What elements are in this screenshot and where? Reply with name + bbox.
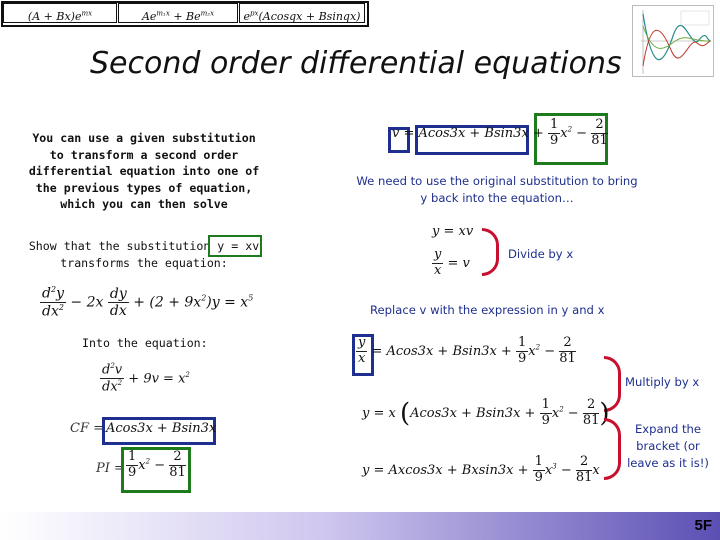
formula-box-distinct-roots: $Ae^{m_1x} + Be^{m_2x}$	[118, 3, 238, 23]
substitution-highlight-box	[208, 235, 262, 257]
pi-label: PI =	[96, 461, 125, 476]
expand-label: Expand the bracket (or leave as it is!)	[627, 422, 709, 470]
divide-brace	[482, 228, 499, 276]
slide-number: 5F	[694, 517, 712, 534]
formula-box-complex-roots: $e^{px}(Acosqx$ + Bsinqx)	[239, 3, 365, 23]
y-over-x-expression: $\frac{y}{x}$ = Acos3x + Bsin3x + $\frac{1}{9}$ $x^2$ − $\frac{2}{81}$	[358, 335, 576, 366]
show-text: Show that the substitution y = xv transforms the equation:	[28, 239, 260, 270]
cf-expression: Acos3x + Bsin3x	[106, 421, 217, 436]
transformed-equation: $\frac{d^2v}{dx^2}$ + $9v = x^2$	[102, 362, 190, 395]
pi-expression: $\frac{1}{9}$ $x^2$ − $\frac{2}{81}$	[128, 449, 186, 480]
multiply-label: Multiply by x	[625, 375, 700, 389]
y-over-x-equation: $\frac{y}{x}$ = v	[434, 247, 470, 278]
intro-text: You can use a given substitution to transform a second order differential equation into one of the previous types of equation, which you can then solve	[28, 131, 260, 211]
formula-box-repeated-roots: $(A + Bx)e^{mx}$	[3, 3, 117, 23]
expand-brace	[604, 418, 621, 480]
cf-label: CF =	[70, 421, 104, 436]
substitution-equation: y = xv	[432, 224, 474, 239]
into-text: Into the equation:	[82, 336, 208, 350]
replace-text: Replace v with the expression in y and x	[370, 303, 605, 317]
v-expression: v = Acos3x + Bsin3x + $\frac{1}{9}$ $x^2$ − $\frac{2}{81}$	[392, 117, 608, 148]
thumbnail-graph	[632, 5, 714, 77]
slide-title: Second order differential equations	[90, 46, 622, 81]
final-expression: y = Axcos3x + Bxsin3x + $\frac{1}{9}$ $x^3$ − $\frac{2}{81}$ x	[362, 454, 600, 485]
original-equation: $\frac{d^2y}{dx^2}$ − 2x $\frac{dy}{dx}$ + $(2 + 9x^2)y = x^5$	[42, 285, 254, 320]
divide-label: Divide by x	[508, 247, 574, 261]
bottom-bar	[0, 512, 720, 540]
need-text: We need to use the original substitution to bring y back into the equation…	[356, 174, 638, 205]
y-times-x-expression: y = x (Acos3x + Bsin3x + $\frac{1}{9}$ $x^2$ − $\frac{2}{81}$ )	[362, 397, 610, 429]
